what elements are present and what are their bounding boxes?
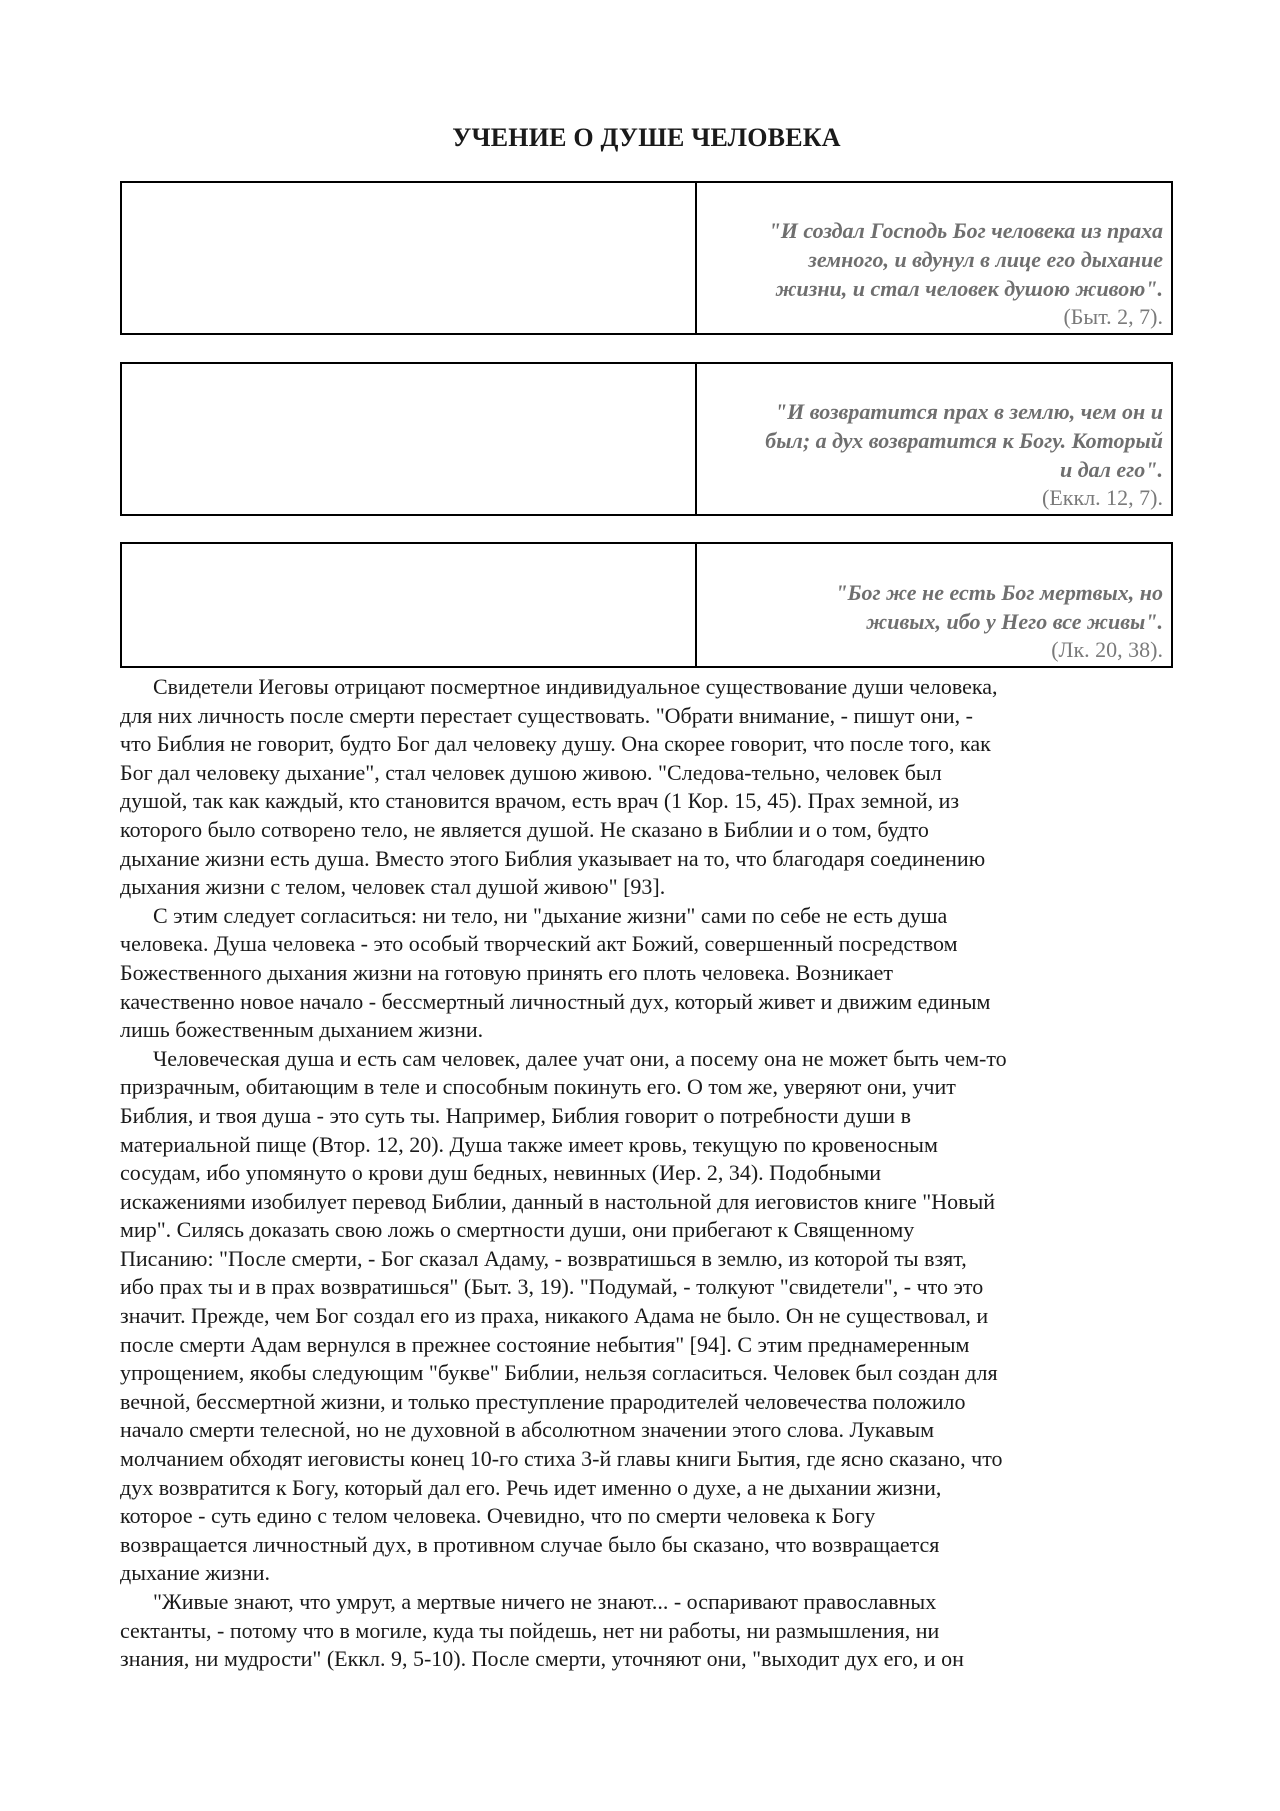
epigraph-box-1 <box>120 181 1173 335</box>
epigraph-reference: (Быт. 2, 7). <box>1063 304 1163 329</box>
paragraph-4 <box>120 1588 1173 1674</box>
text-line: лишь божественным дыханием жизни. <box>120 1017 484 1043</box>
epigraph-line: "Бог же не есть Бог мертвых, но <box>835 580 1163 605</box>
text-line: Библия, и твоя душа - это суть ты. Например, Библия говорит о потребности души в <box>120 1102 911 1128</box>
text-line: которого было сотворено тело, не является душой. Не сказано в Библии и о том, будто <box>120 816 929 842</box>
epigraph-quote <box>765 397 1163 484</box>
epigraph-quote <box>769 216 1163 303</box>
text-line: упрощением, якобы следующим "букве" Библии, нельзя согласиться. Человек был создан для <box>120 1360 998 1386</box>
text-line: молчанием обходят иеговисты конец 10-го стиха 3-й главы книги Бытия, где ясно сказано, что <box>120 1446 1003 1472</box>
text-line: дух возвратится к Богу, который дал его. Речь идет именно о духе, а не дыхании жизни, <box>120 1474 942 1500</box>
epigraph-line: земного, и вдунул в лице его дыхание <box>808 247 1163 272</box>
epigraph-line: жизни, и стал человек душою живою". <box>775 276 1163 301</box>
epigraph-empty-cell <box>122 364 697 514</box>
text-line: искажениями изобилует перевод Библии, данный в настольной для иеговистов книге "Новый <box>120 1188 996 1214</box>
text-line: качественно новое начало - бессмертный личностный дух, который живет и движим единым <box>120 988 991 1014</box>
epigraph-quote <box>835 578 1163 636</box>
text-line: значит. Прежде, чем Бог создал его из праха, никакого Адама не было. Он не существовал, и <box>120 1303 989 1329</box>
epigraph-reference: (Еккл. 12, 7). <box>1042 485 1163 510</box>
text-line: что Библия не говорит, будто Бог дал человеку душу. Она скорее говорит, что после того, как <box>120 731 991 757</box>
text-line: Писанию: "После смерти, - Бог сказал Адаму, - возвратишься в землю, из которой ты взят, <box>120 1245 967 1271</box>
epigraph-box-3 <box>120 542 1173 668</box>
text-line: для них личность после смерти перестает существовать. "Обрати внимание, - пишут они, - <box>120 702 973 728</box>
epigraph-cell <box>697 183 1171 333</box>
epigraph-reference: (Лк. 20, 38). <box>1051 637 1163 662</box>
text-line: после смерти Адам вернулся в прежнее состояние небытия" [94]. С этим преднамеренным <box>120 1331 970 1357</box>
text-line: материальной пище (Втор. 12, 20). Душа также имеет кровь, текущую по кровеносным <box>120 1131 938 1157</box>
epigraph-line: "И создал Господь Бог человека из праха <box>768 218 1163 243</box>
text-line: сосудам, ибо упомянуто о крови душ бедных, невинных (Иер. 2, 34). Подобными <box>120 1160 882 1186</box>
text-line: "Живые знают, что умрут, а мертвые ничего не знают... - оспаривают православных <box>153 1589 937 1614</box>
epigraph-cell <box>697 544 1171 666</box>
text-line: дыхание жизни есть душа. Вместо этого Библия указывает на то, что благодаря соединению <box>120 845 986 871</box>
epigraph-empty-cell <box>122 183 697 333</box>
paragraph-2 <box>120 902 1173 1045</box>
text-line: знания, ни мудрости" (Еккл. 9, 5-10). После смерти, уточняют они, "выходит дух его, и он <box>120 1646 964 1672</box>
text-line: возвращается личностный дух, в противном случае было бы сказано, что возвращается <box>120 1531 940 1557</box>
text-line: которое - суть едино с телом человека. Очевидно, что по смерти человека к Богу <box>120 1503 876 1529</box>
text-line: Свидетели Иеговы отрицают посмертное индивидуальное существование души человека, <box>153 674 998 699</box>
text-line: сектанты, - потому что в могиле, куда ты пойдешь, нет ни работы, ни размышления, ни <box>120 1617 940 1643</box>
paragraph-1 <box>120 673 1173 902</box>
epigraph-cell <box>697 364 1171 514</box>
text-line: душой, так как каждый, кто становится врачом, есть врач (1 Кор. 15, 45). Прах земной, из <box>120 788 960 814</box>
epigraph-line: живых, ибо у Него все живы". <box>866 609 1163 634</box>
text-line: человека. Душа человека - это особый творческий акт Божий, совершенный посредством <box>120 931 958 957</box>
text-line: ибо прах ты и в прах возвратишься" (Быт. 3, 19). "Подумай, - толкуют "свидетели", - что это <box>120 1274 984 1300</box>
page-title: УЧЕНИЕ О ДУШЕ ЧЕЛОВЕКА <box>452 123 841 152</box>
text-line: призрачным, обитающим в теле и способным покинуть его. О том же, уверяют они, учит <box>120 1074 956 1100</box>
text-line: Божественного дыхания жизни на готовую принять его плоть человека. Возникает <box>120 959 893 985</box>
body-text <box>120 673 1173 1674</box>
epigraph-empty-cell <box>122 544 697 666</box>
text-line: С этим следует согласиться: ни тело, ни "дыхание жизни" сами по себе не есть душа <box>153 902 948 928</box>
text-line: начало смерти телесной, но не духовной в абсолютном значении этого слова. Лукавым <box>120 1417 935 1443</box>
epigraph-line: "И возвратится прах в землю, чем он и <box>774 399 1163 424</box>
text-line: Человеческая душа и есть сам человек, далее учат они, а посему она не может быть чем-то <box>153 1045 1007 1071</box>
text-line: мир". Силясь доказать свою ложь о смертности души, они прибегают к Священному <box>120 1217 915 1243</box>
text-line: Бог дал человеку дыхание", стал человек душою живою. "Следова-тельно, человек был <box>120 759 942 785</box>
epigraph-line: и дал его". <box>1059 457 1163 482</box>
text-line: вечной, бессмертной жизни, и только преступление прародителей человечества положило <box>120 1388 966 1414</box>
epigraph-line: был; а дух возвратится к Богу. Который <box>765 428 1163 453</box>
paragraph-3 <box>120 1045 1173 1588</box>
text-line: дыхания жизни с телом, человек стал душой живою" [93]. <box>120 874 666 900</box>
text-line: дыхание жизни. <box>120 1560 270 1586</box>
epigraph-box-2 <box>120 362 1173 516</box>
